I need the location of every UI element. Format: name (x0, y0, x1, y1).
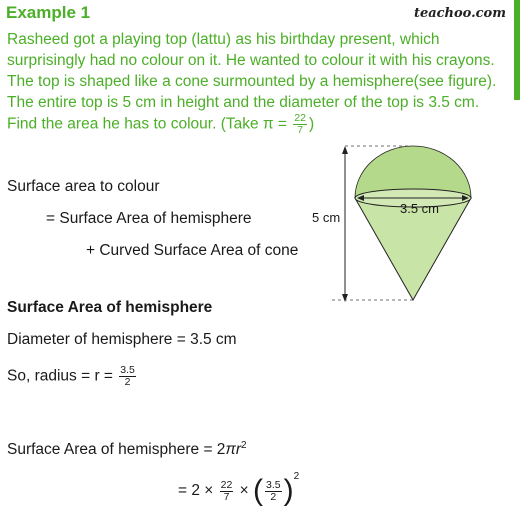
section-heading: Surface Area of hemisphere (7, 299, 213, 316)
brand-logo: teachoo.com (413, 6, 506, 21)
diameter-label: 3.5 cm (400, 201, 440, 216)
sa-prefix: Surface Area of hemisphere = 2 (7, 441, 226, 459)
height-arrow-top (342, 146, 348, 154)
accent-bar (514, 0, 520, 100)
calc-numerator-2: 3.5 (266, 478, 281, 491)
radius-prefix: So, radius = r = (7, 367, 118, 385)
calc-denominator-2: 2 (270, 490, 277, 503)
solution-line-3: + Curved Surface Area of cone (86, 242, 299, 259)
sa-calc-line (178, 470, 300, 507)
pi-denominator: 7 (297, 124, 304, 136)
calc-prefix: = 2 × (178, 482, 218, 500)
calc-numerator-1: 22 (220, 478, 233, 491)
diameter-line-text: Diameter of hemisphere = 3.5 cm (7, 331, 237, 348)
sa-r: r (235, 441, 241, 459)
question-line-3: The top is shaped like a cone surmounted by a hemisphere(see figure). (7, 73, 497, 90)
radius-line (7, 365, 138, 388)
calc-denominator-1: 7 (223, 490, 230, 503)
question-line-2: surprisingly had no colour on it. He wanted to colour it with his crayons. (7, 52, 495, 69)
height-arrow-bottom (342, 294, 348, 302)
calc-exponent: 2 (293, 470, 300, 482)
sa-pi: π (225, 441, 236, 459)
pi-numerator: 22 (294, 112, 306, 124)
example-title: Example 1 (6, 3, 91, 22)
radius-fraction (119, 365, 136, 388)
calc-fraction-1 (220, 480, 234, 503)
radius-denominator: 2 (124, 376, 131, 388)
calc-times: × (235, 482, 254, 500)
calc-fraction-2 (265, 480, 282, 503)
question-line-5 (7, 113, 314, 136)
spinning-top-figure (300, 140, 510, 310)
solution-line-1: Surface area to colour (7, 178, 160, 195)
question-line-1: Rasheed got a playing top (lattu) as his birthday present, which (7, 31, 440, 48)
question-last-text: Find the area he has to colour. (Take π = (7, 115, 292, 133)
close-paren: ) (308, 115, 315, 133)
sa-exponent: 2 (241, 440, 247, 451)
calc-open-paren: ( (253, 474, 264, 507)
pi-fraction (293, 113, 307, 136)
calc-close-paren: ) (283, 474, 294, 507)
radius-numerator: 3.5 (120, 364, 135, 376)
question-line-4: The entire top is 5 cm in height and the diameter of the top is 3.5 cm. (7, 94, 480, 111)
solution-line-2: = Surface Area of hemisphere (46, 210, 252, 227)
sa-formula-line (7, 440, 247, 459)
height-label: 5 cm (312, 210, 341, 225)
